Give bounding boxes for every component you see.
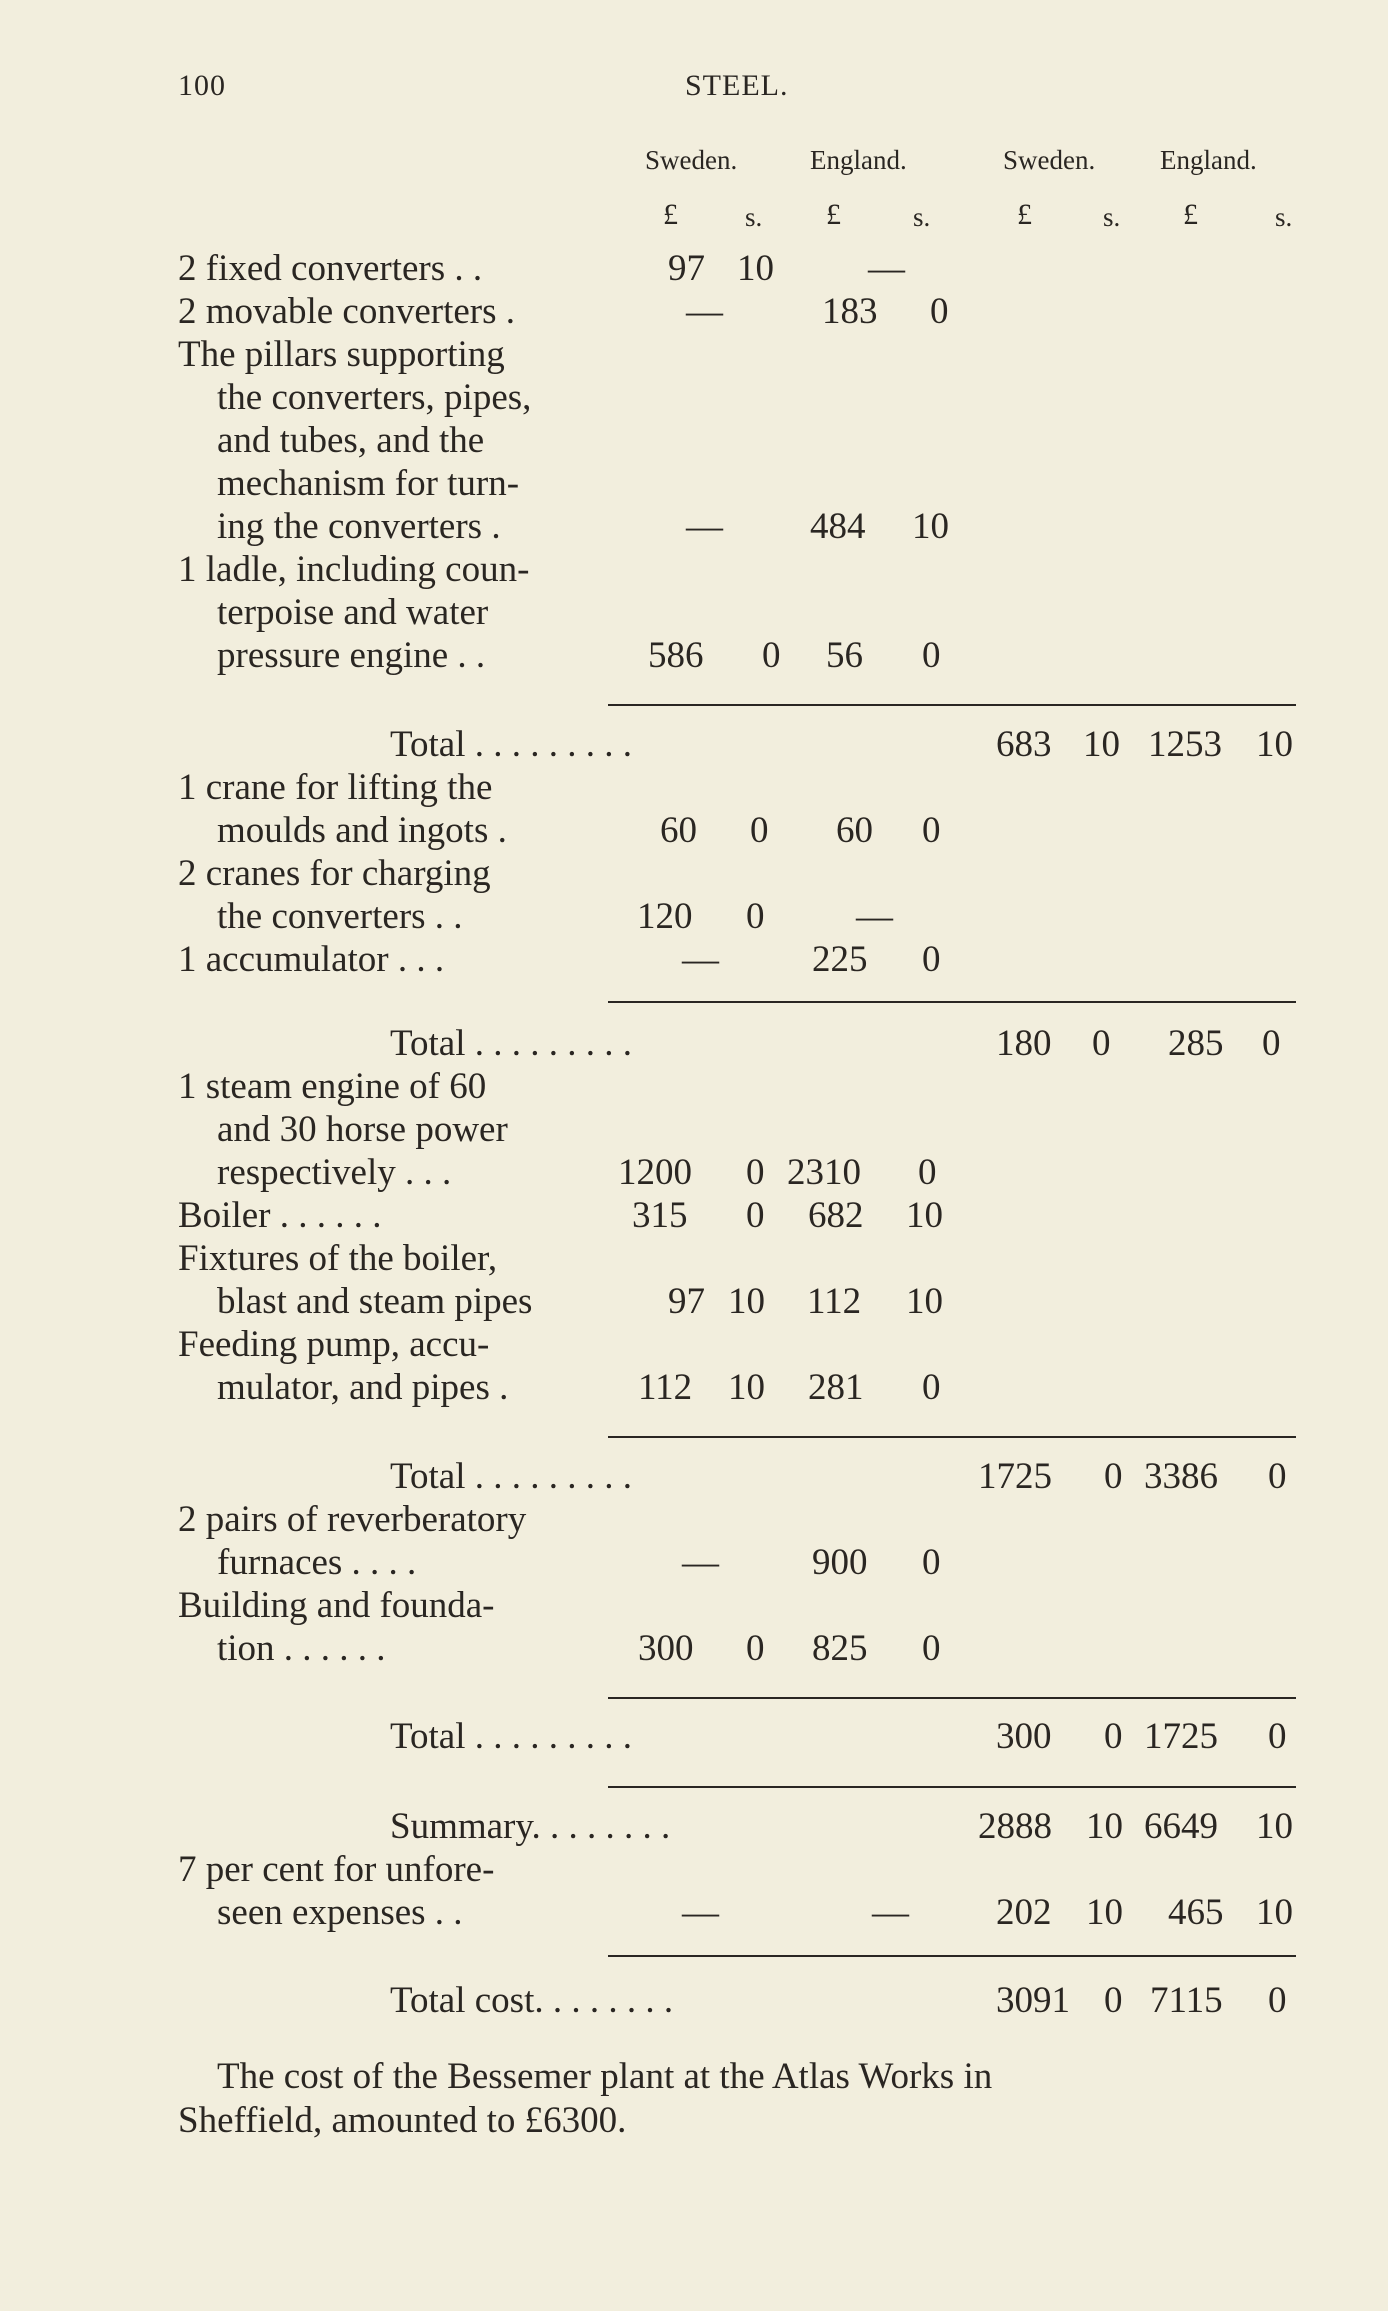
england-total-pounds: 3386 [1144,1456,1218,1497]
sweden-pounds: — [682,939,719,980]
england-shillings: 0 [922,810,941,851]
closing-text: The cost of the Bessemer plant at the Atlas Works in [217,2056,993,2097]
england-total-cost-pounds: 7115 [1150,1980,1223,2021]
item-label: 7 per cent for unfore- [178,1849,495,1890]
england-total-pounds: 285 [1168,1023,1224,1064]
total-cost-label: Total cost. . . . . . . . [390,1980,674,2021]
shilling-sign: s. [1275,202,1293,232]
england-pounds: — [868,248,905,289]
england-shillings: 10 [912,506,949,547]
england-pounds: 281 [808,1367,864,1408]
england-shillings: 10 [906,1281,943,1322]
item-label: the converters . . [217,896,463,937]
sweden-total-pounds: 300 [996,1716,1052,1757]
rule [608,1001,1296,1003]
col-sweden-1: Sweden. [645,145,738,175]
item-label: and 30 horse power [217,1109,508,1150]
sweden-pounds: — [686,506,723,547]
item-label: Boiler . . . . . . [178,1195,382,1236]
england-pounds: 56 [826,635,863,676]
england-total-pounds: 1725 [1144,1716,1218,1757]
col-england-1: England. [810,145,907,175]
sweden-shillings: 10 [728,1367,765,1408]
england-pounds: 60 [836,810,873,851]
england-total-pounds: 1253 [1148,724,1222,765]
sweden-shillings: 0 [746,1195,765,1236]
item-label: furnaces . . . . [217,1542,417,1583]
sweden-shillings: 0 [746,896,765,937]
sweden-shillings: 10 [1086,1892,1123,1933]
item-label: tion . . . . . . [217,1628,386,1669]
item-label: 2 cranes for charging [178,853,491,894]
england-pounds: 183 [822,291,878,332]
shilling-sign: s. [913,202,931,232]
pound-sign: £ [1017,198,1032,231]
sweden-total-shillings: 10 [1083,724,1120,765]
sweden-pounds: 112 [638,1367,693,1408]
sweden-pounds: 300 [638,1628,694,1669]
rule [608,1436,1296,1438]
pound-sign: £ [663,198,678,231]
item-label: the converters, pipes, [217,377,532,418]
summary-label: Summary. . . . . . . . [390,1806,671,1847]
sweden-total-pounds: 180 [996,1023,1052,1064]
england-shillings: 0 [930,291,949,332]
item-label: seen expenses . . [217,1892,463,1933]
sweden-pounds: 97 [668,248,705,289]
sweden-shillings: 0 [762,635,781,676]
pound-sign: £ [1183,198,1198,231]
item-label: pressure engine . . [217,635,486,676]
item-label: Building and founda- [178,1585,495,1626]
page-number: 100 [178,69,226,102]
england-pounds: 225 [812,939,868,980]
sweden-pounds: — [686,291,723,332]
item-label: 1 ladle, including coun- [178,549,530,590]
sweden-shillings: 0 [746,1628,765,1669]
sweden-shillings: 10 [728,1281,765,1322]
england-pounds: 112 [807,1281,862,1322]
sweden-summary-shillings: 10 [1086,1806,1123,1847]
running-title: STEEL. [685,69,789,102]
total-label: Total . . . . . . . . . [390,1716,632,1757]
item-label: blast and steam pipes [217,1281,533,1322]
sweden-summary-pounds: 2888 [978,1806,1052,1847]
sweden-total-shillings: 0 [1104,1716,1123,1757]
closing-text: Sheffield, amounted to £6300. [178,2100,627,2141]
england-shillings: 0 [922,939,941,980]
england-pounds: 465 [1168,1892,1224,1933]
sweden-pounds: 586 [648,635,704,676]
dash: — [682,1892,719,1933]
england-shillings: 0 [922,1542,941,1583]
sweden-total-cost-shillings: 0 [1104,1980,1123,2021]
england-total-cost-shillings: 0 [1268,1980,1287,2021]
england-shillings: 0 [918,1152,937,1193]
item-label: mulator, and pipes . [217,1367,509,1408]
item-label: Feeding pump, accu- [178,1324,490,1365]
rule [608,1786,1296,1788]
rule [608,1955,1296,1957]
sweden-total-shillings: 0 [1092,1023,1111,1064]
england-total-shillings: 0 [1262,1023,1281,1064]
sweden-pounds: 315 [632,1195,688,1236]
item-label: 2 fixed converters . . [178,248,483,289]
england-pounds: 2310 [787,1152,861,1193]
item-label: ing the converters . [217,506,501,547]
item-label: 1 crane for lifting the [178,767,493,808]
england-pounds: 682 [808,1195,864,1236]
sweden-total-pounds: 1725 [978,1456,1052,1497]
item-label: mechanism for turn- [217,463,520,504]
sweden-shillings: 10 [737,248,774,289]
england-pounds: — [856,896,893,937]
sweden-pounds: — [682,1542,719,1583]
item-label: 1 accumulator . . . [178,939,445,980]
england-shillings: 10 [906,1195,943,1236]
rule [608,704,1296,706]
rule [608,1697,1296,1699]
shilling-sign: s. [1103,202,1121,232]
item-label: and tubes, and the [217,420,485,461]
item-label: moulds and ingots . [217,810,507,851]
england-shillings: 10 [1256,1892,1293,1933]
england-total-shillings: 0 [1268,1456,1287,1497]
england-shillings: 0 [922,1367,941,1408]
sweden-pounds: 202 [996,1892,1052,1933]
item-label: terpoise and water [217,592,489,633]
sweden-pounds: 97 [668,1281,705,1322]
england-total-shillings: 10 [1256,724,1293,765]
item-label: 2 pairs of reverberatory [178,1499,527,1540]
england-summary-pounds: 6649 [1144,1806,1218,1847]
sweden-total-shillings: 0 [1104,1456,1123,1497]
item-label: Fixtures of the boiler, [178,1238,498,1279]
sweden-total-cost-pounds: 3091 [996,1980,1070,2021]
item-label: The pillars supporting [178,334,505,375]
col-sweden-2: Sweden. [1003,145,1096,175]
sweden-shillings: 0 [750,810,769,851]
total-label: Total . . . . . . . . . [390,1456,632,1497]
item-label: 2 movable converters . [178,291,515,332]
dash: — [872,1892,909,1933]
item-label: 1 steam engine of 60 [178,1066,487,1107]
pound-sign: £ [826,198,841,231]
england-pounds: 900 [812,1542,868,1583]
sweden-pounds: 60 [660,810,697,851]
england-shillings: 0 [922,1628,941,1669]
england-pounds: 825 [812,1628,868,1669]
sweden-shillings: 0 [746,1152,765,1193]
england-summary-shillings: 10 [1256,1806,1293,1847]
total-label: Total . . . . . . . . . [390,1023,632,1064]
england-pounds: 484 [810,506,866,547]
sweden-pounds: 1200 [618,1152,692,1193]
col-england-2: England. [1160,145,1257,175]
sweden-total-pounds: 683 [996,724,1052,765]
shilling-sign: s. [745,202,763,232]
england-total-shillings: 0 [1268,1716,1287,1757]
sweden-pounds: 120 [637,896,693,937]
item-label: respectively . . . [217,1152,452,1193]
england-shillings: 0 [922,635,941,676]
total-label: Total . . . . . . . . . [390,724,632,765]
